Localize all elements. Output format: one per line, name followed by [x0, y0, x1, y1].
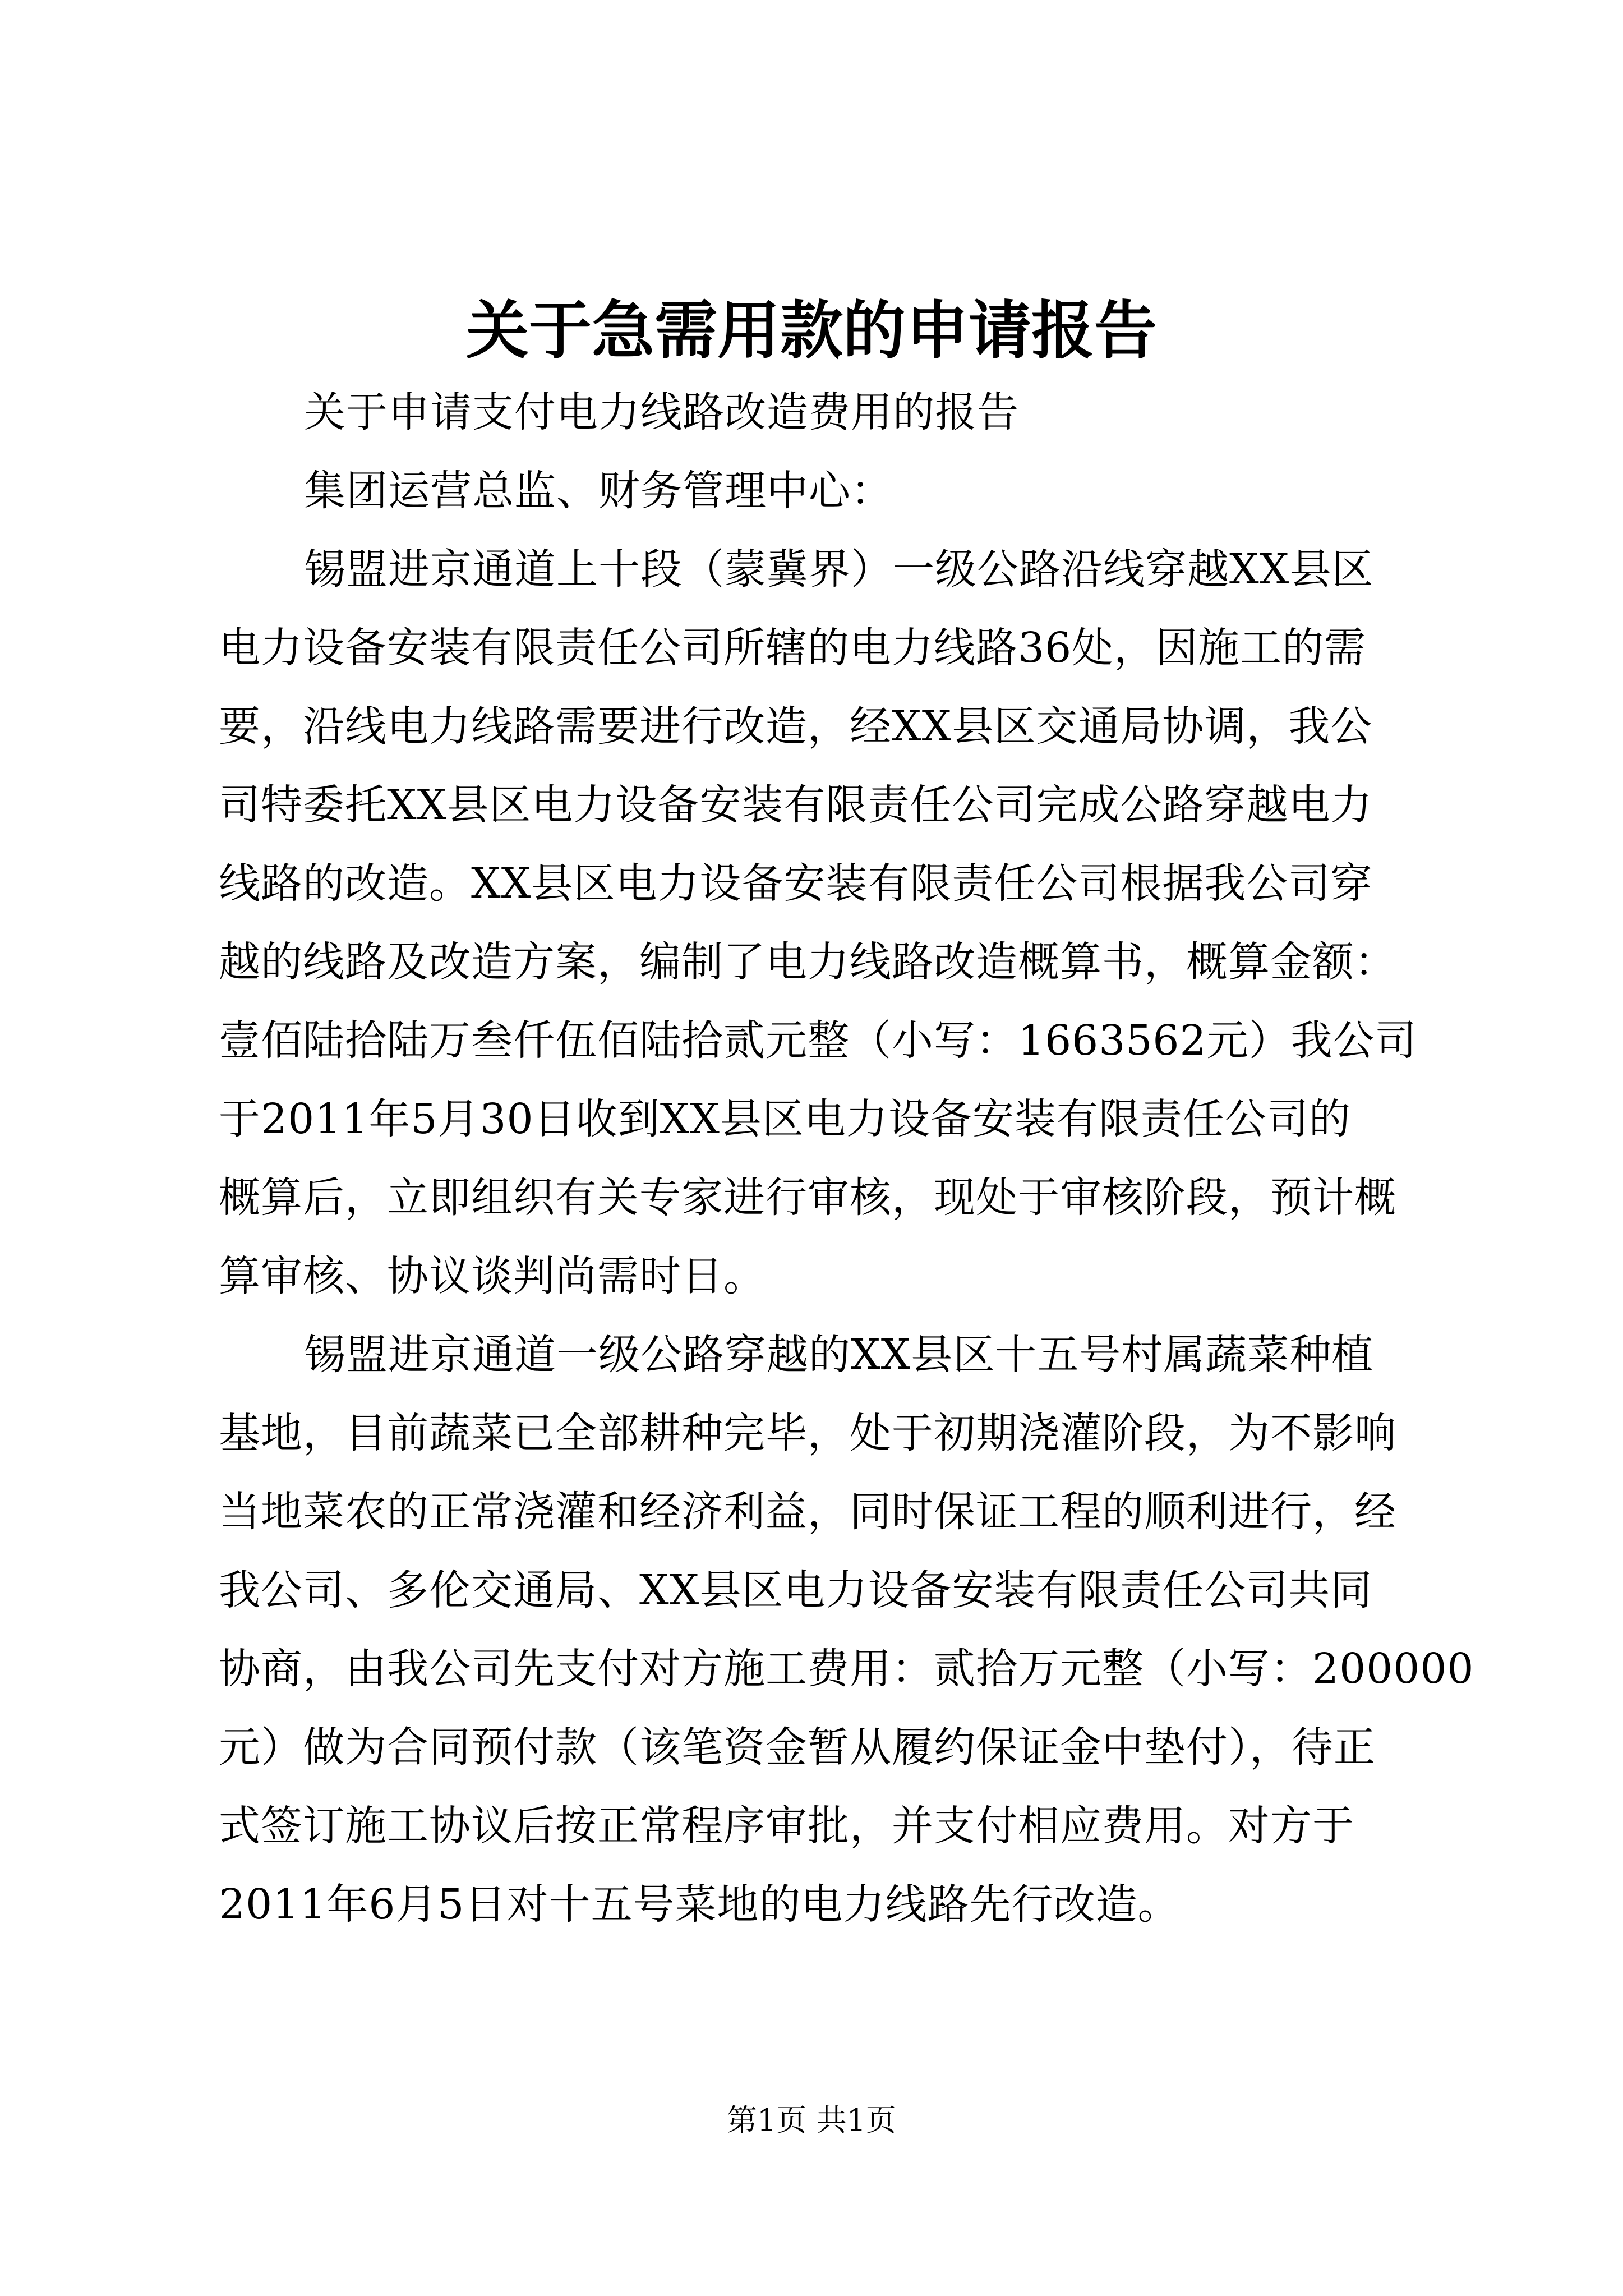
subtitle: 关于申请支付电力线路改造费用的报告	[304, 388, 1019, 436]
paragraph-line: 电力设备安装有限责任公司所辖的电力线路36处，因施工的需	[219, 624, 1367, 672]
paragraph-line: 基地，目前蔬菜已全部耕种完毕，处于初期浇灌阶段，为不影响	[219, 1409, 1396, 1457]
paragraph-line: 线路的改造。XX县区电力设备安装有限责任公司根据我公司穿	[219, 859, 1373, 908]
paragraph-line: 司特委托XX县区电力设备安装有限责任公司完成公路穿越电力	[219, 781, 1373, 829]
paragraph-line: 式签订施工协议后按正常程序审批，并支付相应费用。对方于	[219, 1802, 1354, 1850]
paragraph-line: 协商，由我公司先支付对方施工费用：贰拾万元整（小写：200000	[219, 1645, 1474, 1693]
paragraph-line: 锡盟进京通道一级公路穿越的XX县区十五号村属蔬菜种植	[304, 1331, 1374, 1379]
paragraph-line: 当地菜农的正常浇灌和经济利益，同时保证工程的顺利进行，经	[219, 1488, 1396, 1536]
document-body	[219, 373, 1474, 1944]
paragraph-line: 要，沿线电力线路需要进行改造，经XX县区交通局协调，我公	[219, 702, 1373, 751]
paragraph-line: 2011年6月5日对十五号菜地的电力线路先行改造。	[219, 1880, 1180, 1929]
paragraph-line: 元）做为合同预付款（该笔资金暂从履约保证金中垫付），待正	[219, 1723, 1376, 1772]
paragraph-line: 壹佰陆拾陆万叁仟伍佰陆拾贰元整（小写：1663562元）我公司	[219, 1016, 1417, 1065]
paragraph-line: 我公司、多伦交通局、XX县区电力设备安装有限责任公司共同	[219, 1566, 1373, 1614]
paragraph-line: 概算后，立即组织有关专家进行审核，现处于审核阶段，预计概	[219, 1174, 1396, 1222]
addressee: 集团运营总监、财务管理中心：	[304, 467, 893, 515]
paragraph-line: 算审核、协议谈判尚需时日。	[219, 1252, 766, 1300]
paragraph-line: 于2011年5月30日收到XX县区电力设备安装有限责任公司的	[219, 1095, 1351, 1143]
paragraph-1	[219, 530, 1417, 1315]
document-title: 关于急需用款的申请报告	[466, 294, 1157, 367]
page-indicator: 第1页 共1页	[727, 2102, 896, 2138]
paragraph-line: 锡盟进京通道上十段（蒙冀界）一级公路沿线穿越XX县区	[304, 545, 1374, 593]
paragraph-2	[219, 1315, 1474, 1944]
paragraph-line: 越的线路及改造方案，编制了电力线路改造概算书，概算金额：	[219, 938, 1396, 986]
